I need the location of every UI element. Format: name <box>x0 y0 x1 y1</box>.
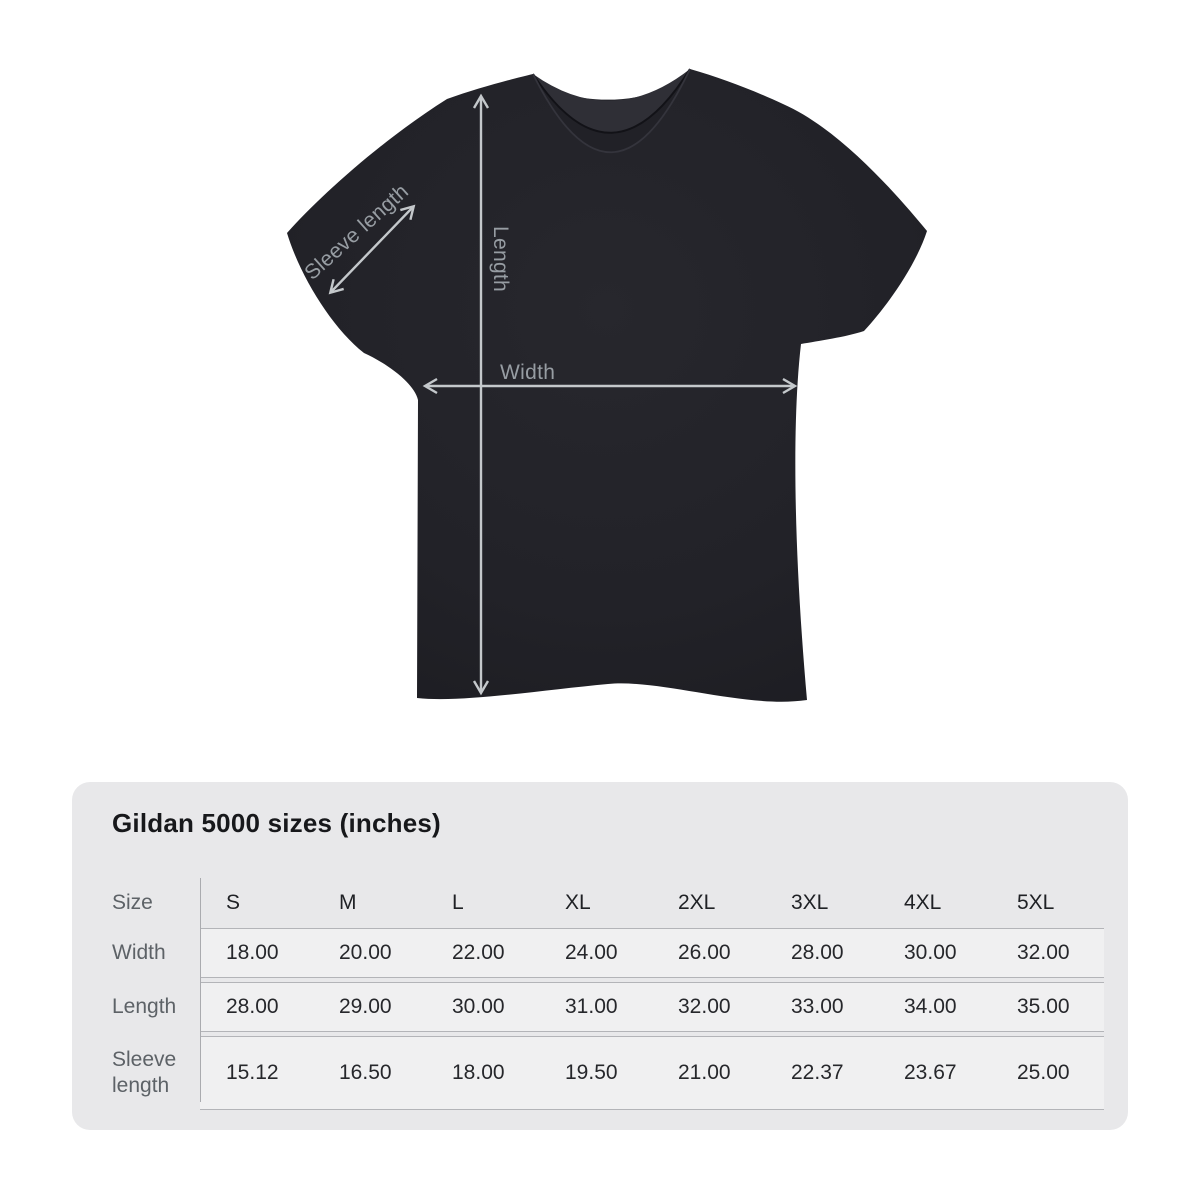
column-header-2xl: 2XL <box>678 891 716 914</box>
table-cell: 18.00 <box>452 1061 505 1084</box>
column-header-3xl: 3XL <box>791 891 829 914</box>
table-cell: 19.50 <box>565 1061 618 1084</box>
table-cell: 28.00 <box>791 941 844 964</box>
table-cell: 30.00 <box>452 995 505 1018</box>
table-cell: 35.00 <box>1017 995 1070 1018</box>
table-cell: 22.00 <box>452 941 505 964</box>
sleeve-length-label: Sleeve length <box>300 179 414 285</box>
table-cell: 20.00 <box>339 941 392 964</box>
size-table <box>112 878 1104 1110</box>
table-cell: 21.00 <box>678 1061 731 1084</box>
table-cell: 16.50 <box>339 1061 392 1084</box>
table-cell: 15.12 <box>226 1061 279 1084</box>
table-cell: 32.00 <box>1017 941 1070 964</box>
table-cell: 29.00 <box>339 995 392 1018</box>
table-cell: 34.00 <box>904 995 957 1018</box>
table-cell: 30.00 <box>904 941 957 964</box>
table-cell: 23.67 <box>904 1061 957 1084</box>
table-cell: 33.00 <box>791 995 844 1018</box>
table-cell: 28.00 <box>226 995 279 1018</box>
size-corner-label: Size <box>112 890 153 914</box>
table-row-width <box>112 928 1104 978</box>
column-header-l: L <box>452 891 464 914</box>
row-label-length: Length <box>112 994 177 1018</box>
column-header-s: S <box>226 891 241 914</box>
length-label: Length <box>489 226 512 293</box>
table-divider-line <box>200 878 201 1102</box>
table-header-row <box>112 878 1104 928</box>
column-header-xl: XL <box>565 891 591 914</box>
column-header-5xl: 5XL <box>1017 891 1055 914</box>
table-row-sleeve-length <box>112 1036 1104 1110</box>
table-cell: 26.00 <box>678 941 731 964</box>
width-label: Width <box>500 361 556 384</box>
table-cell: 22.37 <box>791 1061 844 1084</box>
table-cell: 32.00 <box>678 995 731 1018</box>
column-header-m: M <box>339 891 357 914</box>
row-label-sleeve-length: Sleeve length <box>112 1047 177 1097</box>
table-cell: 25.00 <box>1017 1061 1070 1084</box>
table-cell: 24.00 <box>565 941 618 964</box>
table-cell: 18.00 <box>226 941 279 964</box>
size-chart-panel <box>72 782 1128 1130</box>
size-chart-title: Gildan 5000 sizes (inches) <box>112 808 441 838</box>
column-header-4xl: 4XL <box>904 891 942 914</box>
row-label-width: Width <box>112 940 166 964</box>
table-cell: 31.00 <box>565 995 618 1018</box>
table-row-length <box>112 982 1104 1032</box>
